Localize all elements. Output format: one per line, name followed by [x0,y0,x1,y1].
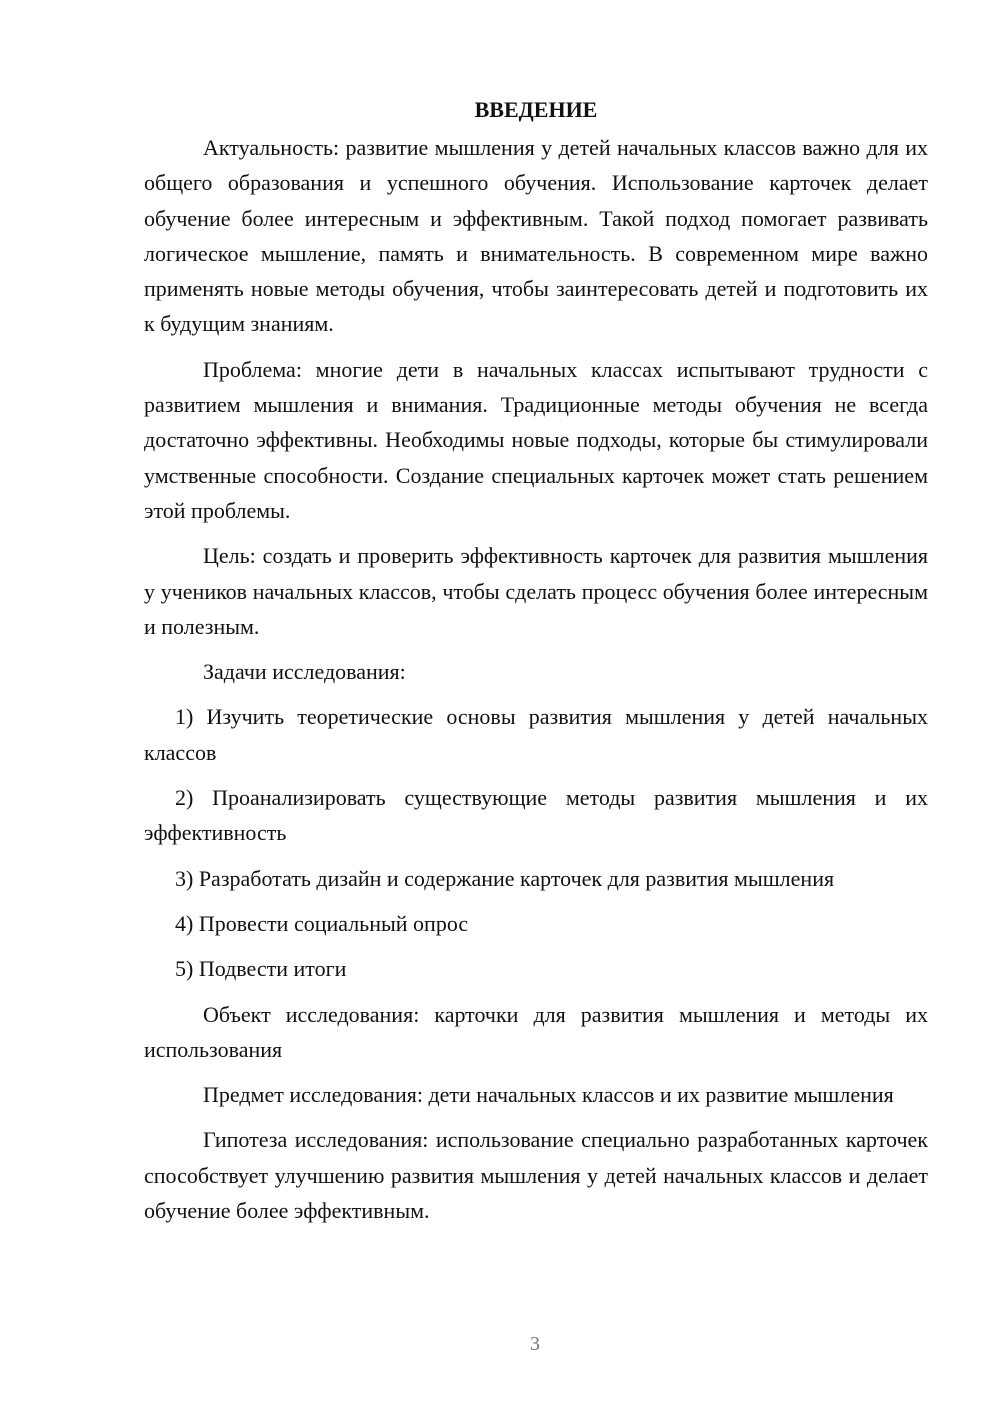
document-page [144,95,928,1238]
goal-paragraph: Цель: создать и проверить эффективность карточек для развития мышления у учеников начальных классов, чтобы сделать процесс обучения более интересным и полезным. [144,543,928,639]
list-item: 4) Провести социальный опрос [175,910,469,936]
page-title: ВВЕДЕНИЕ [474,97,598,122]
list-item: 1) Изучить теоретические основы развития мышления у детей начальных классов [144,704,928,765]
problem-paragraph: Проблема: многие дети в начальных классах испытывают трудности с развитием мышления и внимания. Традиционные методы обучения не всегда достаточно эффективны. Необходимы новые подходы, которые бы стимулировали умственные способности. Создание специальных карточек может стать решением этой проблемы. [144,356,928,523]
list-item: 5) Подвести итоги [175,956,347,982]
tasks-list [144,699,928,986]
relevance-paragraph: Актуальность: развитие мышления у детей начальных классов важно для их общего образования и успешного обучения. Использование карточек делает обучение более интересным и эффективным. Такой подход помогает развивать логическое мышление, память и внимательность. В современном мире важно применять новые методы обучения, чтобы заинтересовать детей и подготовить их к будущим знаниям. [144,135,928,337]
object-paragraph: Объект исследования: карточки для развития мышления и методы их использования [144,1001,928,1062]
tasks-label: Задачи исследования: [203,659,406,685]
subject-paragraph: Предмет исследования: дети начальных классов и их развитие мышления [203,1082,894,1108]
list-item: 3) Разработать дизайн и содержание карточек для развития мышления [175,865,835,891]
hypothesis-paragraph: Гипотеза исследования: использование специально разработанных карточек способствует улучшению развития мышления у детей начальных классов и делает обучение более эффективным. [144,1127,928,1224]
list-item: 2) Проанализировать существующие методы развития мышления и их эффективность [144,785,928,846]
page-number: 3 [530,1333,540,1355]
